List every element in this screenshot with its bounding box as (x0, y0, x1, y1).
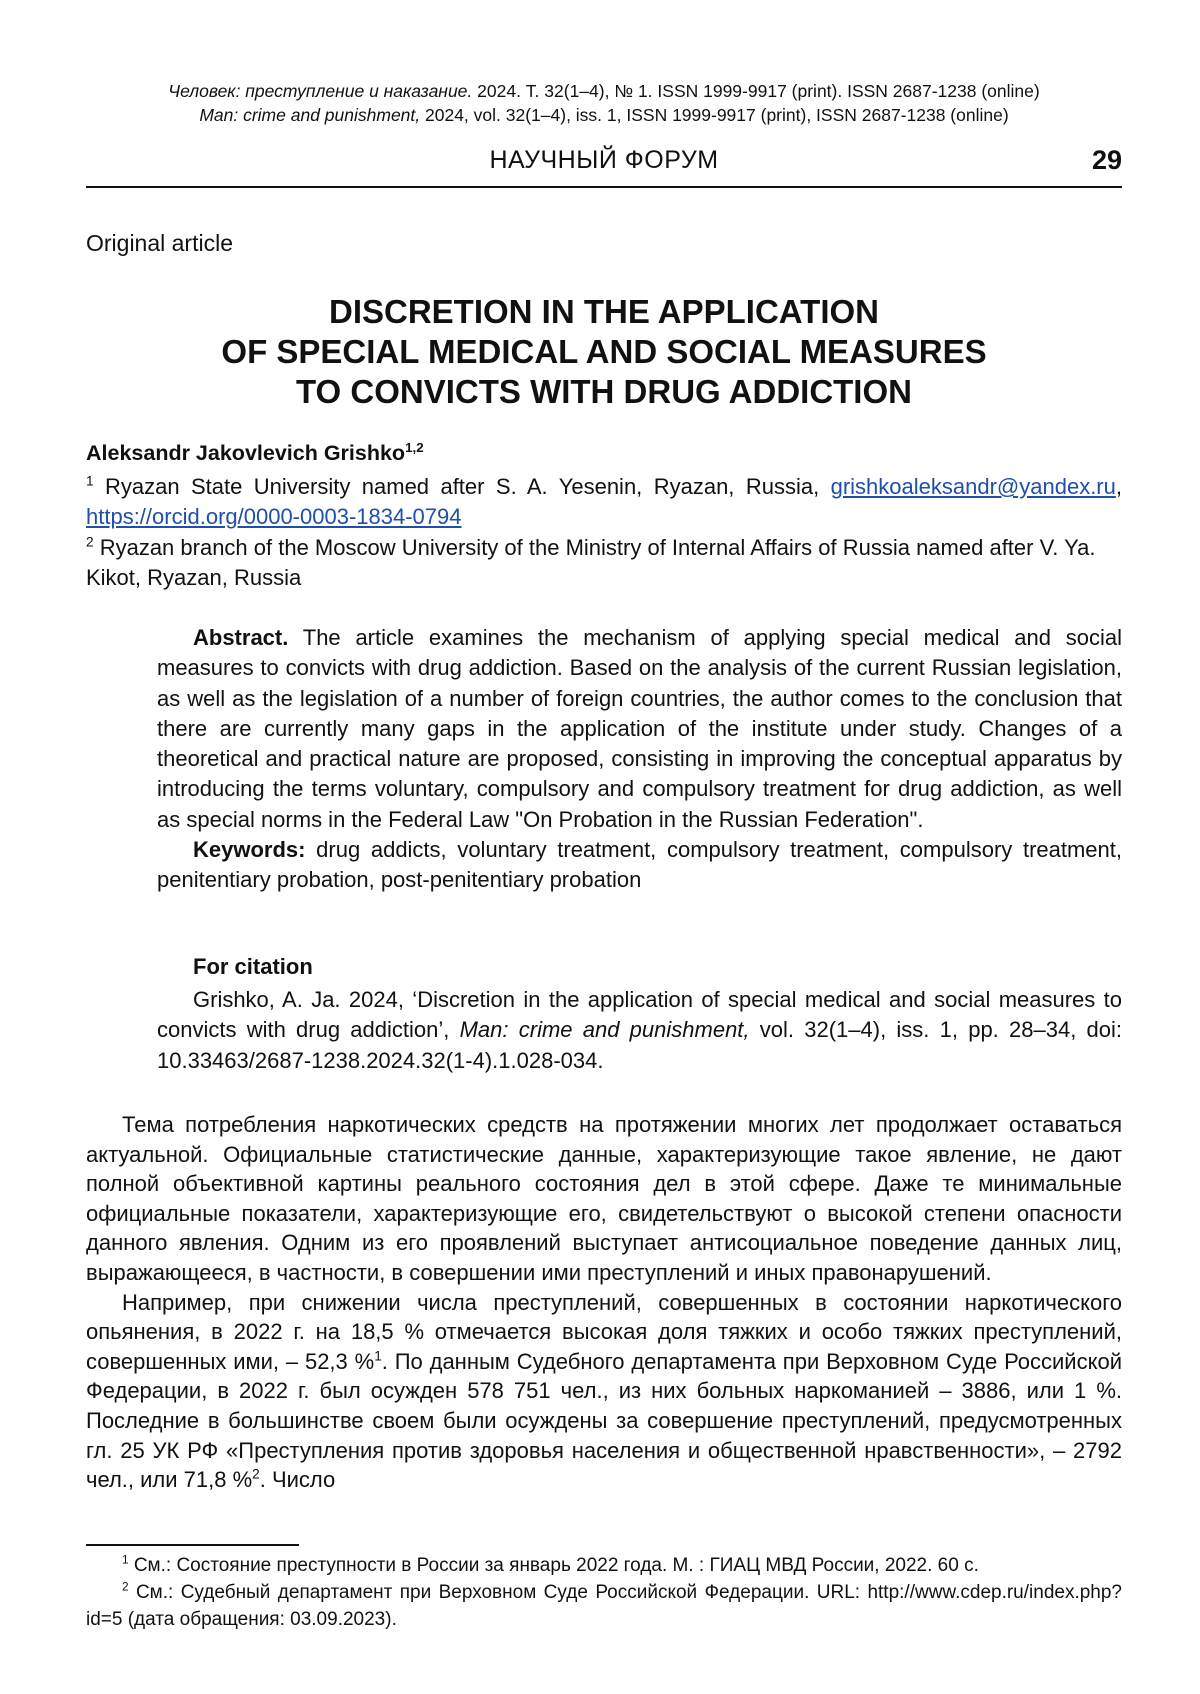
running-header (86, 79, 1122, 127)
journal-name-en: Man: crime and punishment, (199, 105, 421, 125)
citation-part: Grishko, A. Ja. 2024, ‘Discretion in the application of special medical and social measures to convicts with drug addiction’, (157, 987, 1122, 1043)
abstract-label: Abstract. (193, 625, 289, 650)
body-text-run: . Число (259, 1467, 336, 1493)
body-text-run: . По данным Судебного департамента при Верховном Суде Российской Федерации, в 2022 г. был осужден 578 751 чел., из них больных наркоманией – 3886, или 1 %. Последние в большинстве своем были осуждены за совершение преступлений, предусмотренных гл. 25 УК РФ «Преступления против здоровья населения и общественной нравственности», – 2792 чел., или 71,8 % (86, 1348, 1122, 1493)
citation-part: vol. 32(1–4), iss. 1, pp. 28–34, doi: 10.33463/2687-1238.2024.32(1-4).1.028-034. (157, 1017, 1123, 1073)
page-number: 29 (1091, 145, 1122, 175)
section-header (86, 146, 1122, 188)
footnote-number: 1 (122, 1553, 129, 1567)
keywords-text: drug addicts, voluntary treatment, compulsory treatment, compulsory treatment, penitentiary probation, post-penitentiary probation (157, 837, 1122, 893)
title-line: TO CONVICTS WITH DRUG ADDICTION (296, 373, 912, 410)
footnotes (86, 1552, 1122, 1633)
orcid-link[interactable]: https://orcid.org/0000-0003-1834-0794 (86, 504, 462, 529)
abstract-section (157, 623, 1122, 896)
footnote-text: См.: Судебный департамент при Верховном Суде Российской Федерации. URL: http://www.cdep.ru/index.php?id=5 (дата обращения: 03.09.2023). (86, 1582, 1122, 1630)
affiliation-text: Ryazan branch of the Moscow University of the Ministry of Internal Affairs of Russia named after V. Ya. Kikot, Ryazan, Russia (86, 535, 1096, 590)
body-paragraph (86, 1288, 1122, 1495)
footnote-text: См.: Состояние преступности в России за январь 2022 года. М. : ГИАЦ МВД России, 2022. 60 с. (128, 1555, 979, 1576)
citation-heading: For citation (193, 954, 313, 979)
affiliation-number: 2 (86, 534, 94, 550)
title-line: OF SPECIAL MEDICAL AND SOCIAL MEASURES (221, 333, 987, 370)
author-affiliation-marks: 1,2 (405, 439, 424, 455)
abstract-text: The article examines the mechanism of applying special medical and social measures to convicts with drug addiction. Based on the analysis of the current Russian legislation, as well as the legislation of a number of foreign countries, the author comes to the conclusion that there are currently many gaps in the application of the institute under study. Changes of a theoretical and practical nature are proposed, consisting in improving the conceptual apparatus by introducing the terms voluntary, compulsory and compulsory treatment for drug addiction, as well as special norms in the Federal Law "On Probation in the Russian Federation". (157, 625, 1122, 832)
citation-text (157, 985, 1122, 1076)
citation-journal: Man: crime and punishment, (459, 1017, 750, 1043)
affiliation-2 (86, 533, 1122, 593)
footnote-divider (86, 1544, 299, 1546)
affiliation-number: 1 (86, 473, 94, 489)
body-text-run: Например, при снижении числа преступлений, совершенных в состоянии наркотического опьянения, в 2022 г. на 18,5 % отмечается высокая доля тяжких и особо тяжких преступлений, совершенных ими, – 52,3 % (86, 1289, 1122, 1374)
running-header-ru (86, 79, 1122, 103)
body-paragraph: Тема потребления наркотических средств на протяжении многих лет продолжает оставаться актуальной. Официальные статистические данные, характеризующие такое явление, не дают полной объективной картины реального состояния дел в этой сфере. Даже те минимальные официальные показатели, характеризующие его, свидетельствуют о высокой степени опасности данного явления. Одним из его проявлений выступает антисоциальное поведение данных лиц, выражающееся, в частности, в совершении ими преступлений и иных правонарушений. (86, 1112, 1122, 1285)
keywords (157, 835, 1122, 896)
footnote-ref[interactable]: 2 (252, 1466, 260, 1482)
issue-info-ru: 2024. Т. 32(1–4), № 1. ISSN 1999-9917 (print). ISSN 2687-1238 (online) (472, 81, 1040, 101)
abstract (157, 623, 1122, 835)
citation-body (157, 985, 1122, 1076)
journal-name-ru: Человек: преступление и наказание. (168, 81, 473, 101)
running-header-en (86, 103, 1122, 127)
article-title (86, 292, 1122, 412)
footnote (86, 1579, 1122, 1633)
email-link[interactable]: grishkoaleksandr@yandex.ru (830, 474, 1116, 499)
author-name (86, 441, 424, 466)
affiliation-text: Ryazan State University named after S. A. Yesenin, Ryazan, Russia, (93, 474, 831, 499)
footnote-number: 2 (122, 1580, 129, 1594)
issue-info-en: 2024, vol. 32(1–4), iss. 1, ISSN 1999-9917 (print), ISSN 2687-1238 (online) (420, 105, 1009, 125)
keywords-label: Keywords: (193, 837, 306, 863)
section-name: НАУЧНЫЙ ФОРУМ (489, 146, 719, 174)
title-line: DISCRETION IN THE APPLICATION (328, 293, 879, 330)
article-type: Original article (86, 230, 233, 256)
affiliation-1 (86, 472, 1122, 532)
author-name-text: Aleksandr Jakovlevich Grishko (86, 441, 406, 465)
separator: , (1115, 474, 1122, 499)
footnote (86, 1552, 1122, 1579)
footnote-ref[interactable]: 1 (374, 1348, 382, 1364)
article-body (86, 1110, 1122, 1495)
